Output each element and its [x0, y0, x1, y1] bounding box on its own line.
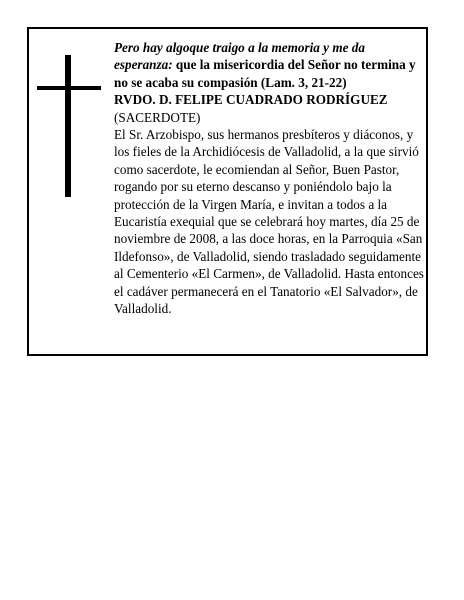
obituary-text [114, 39, 424, 318]
deceased-title: (SACERDOTE) [114, 109, 201, 125]
quote-italic-part: Pero hay algoque traigo a la memoria y me da esperanza: [114, 40, 365, 73]
latin-cross-icon [37, 55, 101, 197]
scripture-quote [114, 39, 424, 91]
cross-vertical-bar [65, 55, 71, 197]
quote-rest-part: que la misericordia del Señor no termina y no se acaba su compasión (Lam. 3, 21-22) [114, 57, 416, 90]
notice-body: El Sr. Arzobispo, sus hermanos presbíteros y diáconos, y los fieles de la Archidiócesis de Valladolid, a la que sirvió como sacerdote, le ecomiendan al Señor, Buen Pastor, rogando por su eterno descanso y poniéndolo bajo la protección de la Virgen María, e invitan a todos a la Eucaristía exequial que se celebrará hoy martes, día 25 de noviembre de 2008, a las doce horas, en la Parroquia «San Ildefonso», de Valladolid, siendo trasladado seguidamente al Cementerio «El Carmen», de Valladolid. Hasta entonces el cadáver permanecerá en el Tanatorio «El Salvador», de Valladolid. [114, 127, 424, 317]
cross-horizontal-bar [37, 86, 101, 90]
deceased-name: RVDO. D. FELIPE CUADRADO RODRÍGUEZ [114, 92, 388, 108]
